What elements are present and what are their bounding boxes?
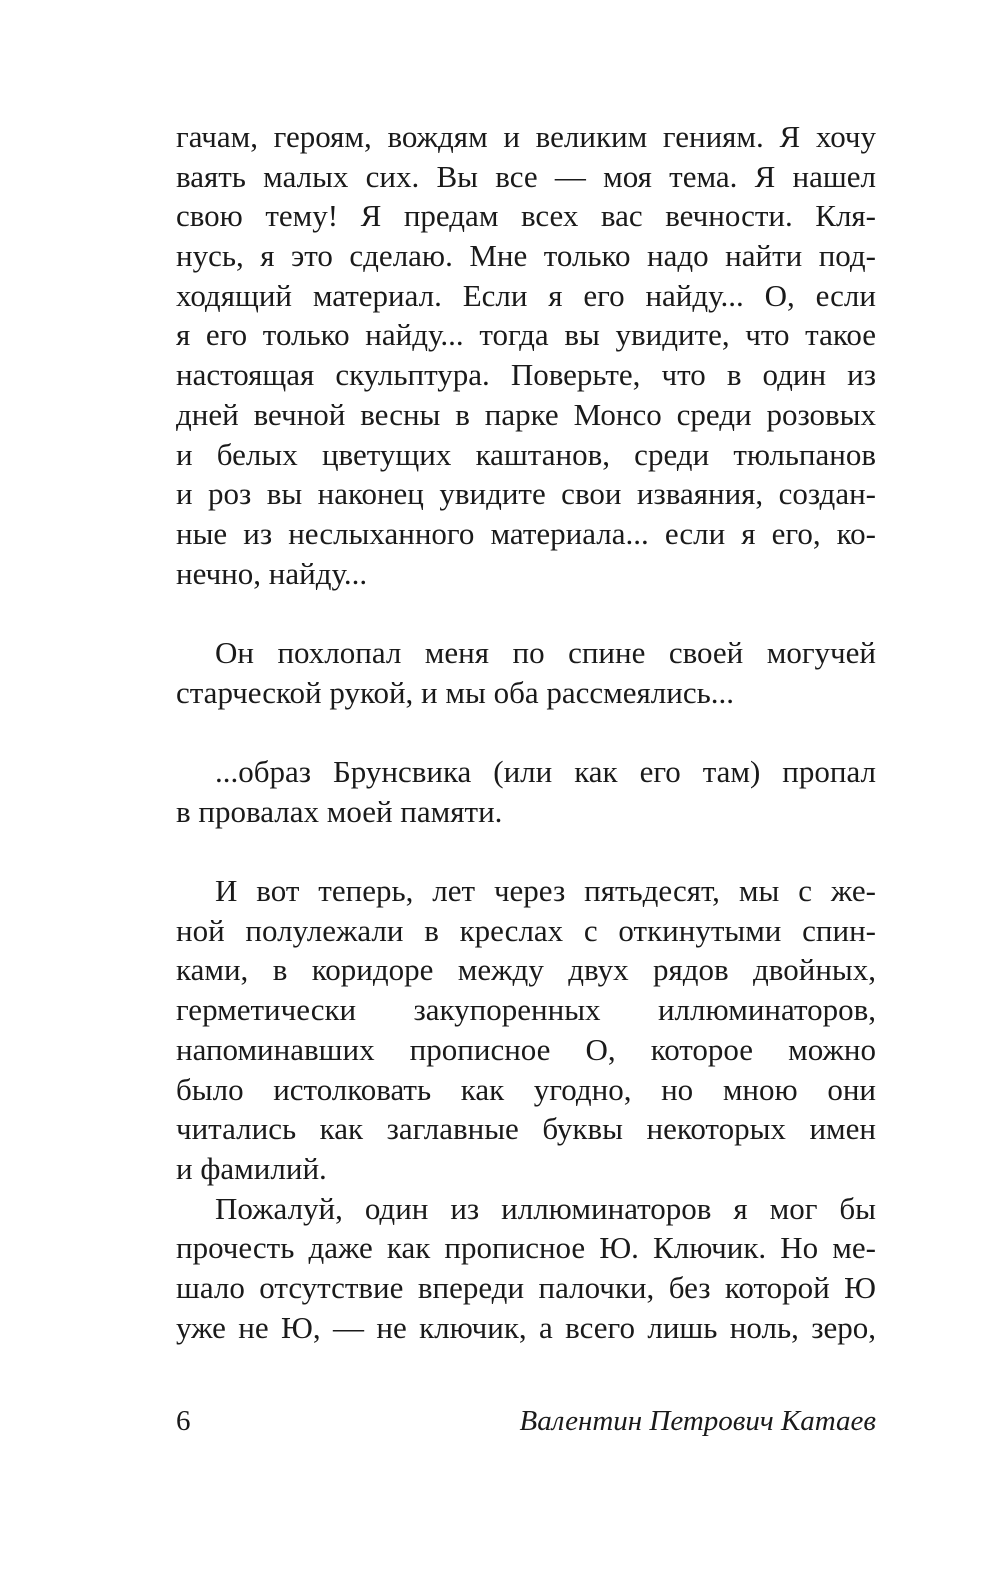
- text-line: в провалах моей памяти.: [176, 793, 503, 829]
- text-line: ...образ Брунсвика (или как его там) пропал: [215, 754, 876, 789]
- paragraph: [176, 1189, 876, 1348]
- text-line: напоминавших прописное О, которое можно: [176, 1031, 876, 1067]
- text-line: герметически закупоренных иллюминаторов,: [176, 992, 876, 1028]
- text-line: было истолковать как угодно, но мною они: [176, 1071, 876, 1107]
- paragraph: [176, 871, 876, 1189]
- paragraph: [176, 752, 876, 831]
- text-line: ходящий материал. Если я его найду... О, если: [176, 277, 876, 313]
- page-footer: [176, 1405, 876, 1438]
- text-line: прочесть даже как прописное Ю. Ключик. Но ме-: [176, 1230, 876, 1266]
- text-line: ками, в коридоре между двух рядов двойных,: [176, 952, 876, 988]
- text-line: ваять малых сих. Вы все — моя тема. Я нашел: [176, 158, 876, 194]
- text-line: и фамилий.: [176, 1150, 327, 1186]
- text-line: я его только найду... тогда вы увидите, что такое: [176, 317, 876, 353]
- paragraph: [176, 117, 876, 593]
- text-line: старческой рукой, и мы оба рассмеялись...: [176, 674, 734, 710]
- text-line: настоящая скульптура. Поверьте, что в один из: [176, 357, 876, 393]
- text-line: нечно, найду...: [176, 555, 368, 591]
- text-line: и роз вы наконец увидите свои изваяния, создан-: [176, 476, 876, 512]
- text-line: гачам, героям, вождям и великим гениям. Я хочу: [176, 119, 876, 154]
- text-line: ной полулежали в креслах с откинутыми спин-: [176, 912, 876, 948]
- text-line: Пожалуй, один из иллюминаторов я мог бы: [215, 1190, 876, 1226]
- text-line: шало отсутствие впереди палочки, без которой Ю: [176, 1269, 876, 1305]
- page-number: 6: [176, 1405, 191, 1437]
- paragraph: [176, 633, 876, 712]
- paragraph-gap: [176, 831, 876, 871]
- text-line: свою тему! Я предам всех вас вечности. Кля-: [176, 198, 876, 234]
- text-line: дней вечной весны в парке Монсо среди розовых: [176, 396, 876, 432]
- text-line: читались как заглавные буквы некоторых имен: [176, 1111, 876, 1147]
- text-line: нусь, я это сделаю. Мне только надо найти под-: [176, 238, 876, 274]
- text-line: и белых цветущих каштанов, среди тюльпанов: [176, 436, 876, 472]
- text-line: Он похлопал меня по спине своей могучей: [215, 634, 876, 670]
- text-line: уже не Ю, — не ключик, а всего лишь ноль, зеро,: [176, 1309, 876, 1345]
- paragraph-gap: [176, 712, 876, 752]
- body-text: [176, 117, 876, 1347]
- paragraph-gap: [176, 593, 876, 633]
- text-line: И вот теперь, лет через пятьдесят, мы с же-: [215, 873, 876, 909]
- text-line: ные из неслыханного материала... если я его, ко-: [176, 515, 876, 551]
- running-footer-author: Валентин Петрович Катаев: [519, 1405, 876, 1437]
